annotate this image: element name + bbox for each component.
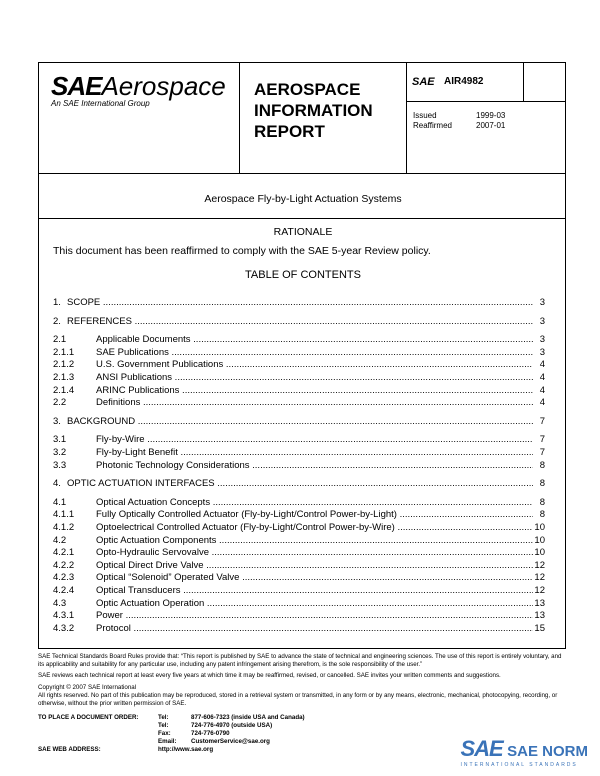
toc-entry-page: 15 <box>534 622 545 634</box>
issued-label: Issued <box>413 111 437 120</box>
report-type-title <box>254 79 373 142</box>
toc-entry-title: Optical “Solenoid” Operated Valve ..... <box>96 572 533 584</box>
document-number: AIR4982 <box>444 76 484 87</box>
watermark-sub: INTERNATIONAL STANDARDS <box>460 762 578 768</box>
toc-entry-title: ARINC Publications ..... <box>96 385 533 397</box>
toc-entry[interactable] <box>53 359 545 371</box>
toc-entry[interactable] <box>53 535 545 547</box>
toc-entry[interactable] <box>53 572 545 584</box>
toc-entry-number: 2. <box>53 315 61 327</box>
docbox-rule <box>406 101 566 102</box>
toc-entry-number: 2.1.2 <box>53 359 75 371</box>
email-label: Email: <box>158 738 177 745</box>
toc-entry-title: BACKGROUND ..... <box>67 416 533 428</box>
footer-rights: All rights reserved. No part of this publication may be reproduced, stored in a retrieval system or transmitted, in any form or by any means, electronic, mechanical, photocopying, recording, or otherwise, without the prior written permission of SAE. <box>38 692 558 707</box>
toc-entry-title: Optic Actuation Components ..... <box>96 535 533 547</box>
toc-entry-number: 1. <box>53 297 61 308</box>
toc-entry-number: 4.1.1 <box>53 509 75 521</box>
watermark-sae: SAE <box>460 736 503 761</box>
toc-entry-number: 2.1.1 <box>53 346 75 358</box>
toc-entry-title: Applicable Documents ..... <box>96 334 533 346</box>
reaffirmed-label: Reaffirmed <box>413 121 452 130</box>
sae-norm-watermark <box>460 736 588 768</box>
toc-entry[interactable] <box>53 547 545 559</box>
toc-entry-title: Fly-by-Wire ..... <box>96 434 533 446</box>
toc-entry-page: 7 <box>539 434 545 446</box>
order-label: TO PLACE A DOCUMENT ORDER: <box>38 714 139 721</box>
toc-entry-number: 4.1.2 <box>53 522 75 533</box>
toc-entry[interactable] <box>53 447 545 459</box>
toc-entry-title: Optoelectrical Controlled Actuator (Fly-by-Light/Control Power-by-Wire) ..... <box>96 522 533 534</box>
toc-entry[interactable] <box>53 610 545 622</box>
toc-entry[interactable] <box>53 385 545 397</box>
report-title-line: AEROSPACE <box>254 80 361 99</box>
toc-heading: TABLE OF CONTENTS <box>245 269 361 281</box>
toc-entry-number: 3.1 <box>53 434 67 446</box>
toc-entry-number: 4.2.1 <box>53 547 75 559</box>
toc-entry-page: 10 <box>534 534 545 546</box>
toc-entry-title: Fully Optically Controlled Actuator (Fly-by-Light/Control Power-by-Light) ..... <box>96 509 533 521</box>
toc-entry-page: 7 <box>539 415 545 427</box>
logo-subtitle: An SAE International Group <box>51 99 150 108</box>
toc-entry-title: Optical Direct Drive Valve ..... <box>96 560 533 572</box>
toc-entry-page: 4 <box>539 384 545 396</box>
toc-entry-page: 4 <box>539 397 545 409</box>
toc-entry-page: 8 <box>539 509 545 521</box>
toc-entry[interactable] <box>53 297 545 309</box>
toc-entry-title: OPTIC ACTUATION INTERFACES ..... <box>67 478 533 490</box>
tel2-value: 724-776-4970 (outside USA) <box>191 722 273 729</box>
toc-entry-page: 3 <box>539 334 545 346</box>
toc-entry-number: 3.2 <box>53 447 67 458</box>
rationale-heading: RATIONALE <box>273 226 333 238</box>
toc-entry-title: REFERENCES ..... <box>67 316 533 328</box>
toc-entry-page: 8 <box>539 459 545 471</box>
title-separator <box>39 218 566 219</box>
toc-entry-title: Photonic Technology Considerations ..... <box>96 460 533 472</box>
toc-entry-number: 2.1.3 <box>53 372 75 383</box>
toc-entry-number: 3. <box>53 415 61 427</box>
web-label: SAE WEB ADDRESS: <box>38 746 101 753</box>
toc-entry-page: 4 <box>539 359 545 371</box>
toc-entry-title: ANSI Publications ..... <box>96 372 533 384</box>
tel2-label: Tel: <box>158 722 169 729</box>
toc-entry-number: 4.3 <box>53 597 67 609</box>
toc-entry[interactable] <box>53 372 545 384</box>
toc-entry-title: Opto-Hydraulic Servovalve ..... <box>96 547 533 559</box>
toc-entry-title: Definitions ..... <box>96 397 533 409</box>
toc-entry-page: 7 <box>539 447 545 458</box>
toc-entry-number: 4.2.2 <box>53 559 75 571</box>
toc-entry-number: 4.1 <box>53 496 67 508</box>
toc-entry-page: 13 <box>534 610 545 622</box>
toc-entry-number: 2.2 <box>53 397 67 409</box>
toc-entry-title: SCOPE ..... <box>67 297 533 309</box>
toc-entry-title: Power ..... <box>96 610 533 622</box>
toc-entry[interactable] <box>53 334 545 346</box>
toc-entry-title: Optic Actuation Operation ..... <box>96 598 533 610</box>
toc-entry[interactable] <box>53 460 545 472</box>
toc-entry-number: 2.1.4 <box>53 384 75 396</box>
toc-entry[interactable] <box>53 316 545 328</box>
toc-entry-title: Protocol ..... <box>96 623 533 635</box>
toc-entry-page: 12 <box>534 559 545 571</box>
web-link[interactable]: http://www.sae.org <box>158 746 214 753</box>
document-number-box <box>406 63 564 174</box>
issued-date: 1999-03 <box>476 111 506 120</box>
toc-entry[interactable] <box>53 560 545 572</box>
toc-entry[interactable] <box>53 509 545 521</box>
toc-entry[interactable] <box>53 347 545 359</box>
sae-small-logo: SAE <box>412 76 435 88</box>
toc-entry-number: 4.2.3 <box>53 572 75 584</box>
toc-entry-page: 10 <box>534 522 545 533</box>
document-header <box>38 62 566 174</box>
toc-entry[interactable] <box>53 416 545 428</box>
toc-entry-page: 8 <box>539 496 545 508</box>
footer-copyright: Copyright © 2007 SAE International <box>38 684 137 691</box>
toc-entry[interactable] <box>53 585 545 597</box>
toc-entry-page: 3 <box>539 315 545 327</box>
toc-entry-number: 4.3.1 <box>53 610 75 622</box>
report-title-line: REPORT <box>254 122 325 141</box>
toc-entry[interactable] <box>53 478 545 490</box>
toc-entry-title: SAE Publications ..... <box>96 347 533 359</box>
header-divider <box>239 63 240 174</box>
toc-entry[interactable] <box>53 598 545 610</box>
toc-entry-page: 13 <box>534 597 545 609</box>
logo-sae-text: SAE <box>51 71 102 101</box>
toc-entry[interactable] <box>53 497 545 509</box>
tel-value: 877-606-7323 (inside USA and Canada) <box>191 714 305 721</box>
logo-aerospace-text: Aerospace <box>101 71 226 101</box>
sae-aerospace-logo <box>51 71 226 108</box>
toc-entry[interactable] <box>53 434 545 446</box>
toc-entry-page: 12 <box>534 585 545 596</box>
document-body <box>38 173 566 649</box>
footer-rules-notice: SAE Technical Standards Board Rules provide that: “This report is published by SAE to advance the state of technical and engineering sciences. The use of this report is entirely voluntary, and its applicability and suitability for any particular use, including any patent infringement arising therefrom, is the sole responsibility of the user.” <box>38 653 562 668</box>
toc-entry-title: U.S. Government Publications ..... <box>96 359 533 371</box>
document-title: Aerospace Fly-by-Light Actuation Systems <box>204 193 402 205</box>
rationale-text: This document has been reaffirmed to comply with the SAE 5-year Review policy. <box>53 245 431 257</box>
fax-label: Fax: <box>158 730 171 737</box>
toc-entry-number: 4.2 <box>53 534 67 546</box>
docbox-divider <box>523 63 524 101</box>
report-title-line: INFORMATION <box>254 101 373 120</box>
fax-value: 724-776-0790 <box>191 730 230 737</box>
toc-entry-page: 12 <box>534 572 545 584</box>
toc-entry-number: 3.3 <box>53 459 67 471</box>
toc-entry-page: 3 <box>539 346 545 358</box>
toc-entry-page: 4 <box>539 372 545 383</box>
toc-entry-number: 4.2.4 <box>53 585 75 596</box>
toc-entry-number: 4. <box>53 478 61 490</box>
tel-label: Tel: <box>158 714 169 721</box>
toc-entry-number: 2.1 <box>53 334 67 346</box>
toc-entry-title: Optical Transducers ..... <box>96 585 533 597</box>
toc-entry-page: 8 <box>539 478 545 490</box>
toc-entry-number: 4.3.2 <box>53 622 75 634</box>
footer-review-notice: SAE reviews each technical report at least every five years at which time it may be reaffirmed, revised, or cancelled. SAE invites your written comments and suggestions. <box>38 672 501 679</box>
toc-entry-page: 10 <box>534 547 545 559</box>
toc-entry-page: 3 <box>539 297 545 308</box>
toc-entry-title: Optical Actuation Concepts ..... <box>96 497 533 509</box>
toc-entry[interactable] <box>53 623 545 635</box>
toc-entry[interactable] <box>53 522 545 534</box>
email-link[interactable]: CustomerService@sae.org <box>191 738 270 745</box>
toc-entry-title: Fly-by-Light Benefit ..... <box>96 447 533 459</box>
toc-entry[interactable] <box>53 397 545 409</box>
reaffirmed-date: 2007-01 <box>476 121 506 130</box>
watermark-norm: SAE NORM <box>507 743 588 760</box>
